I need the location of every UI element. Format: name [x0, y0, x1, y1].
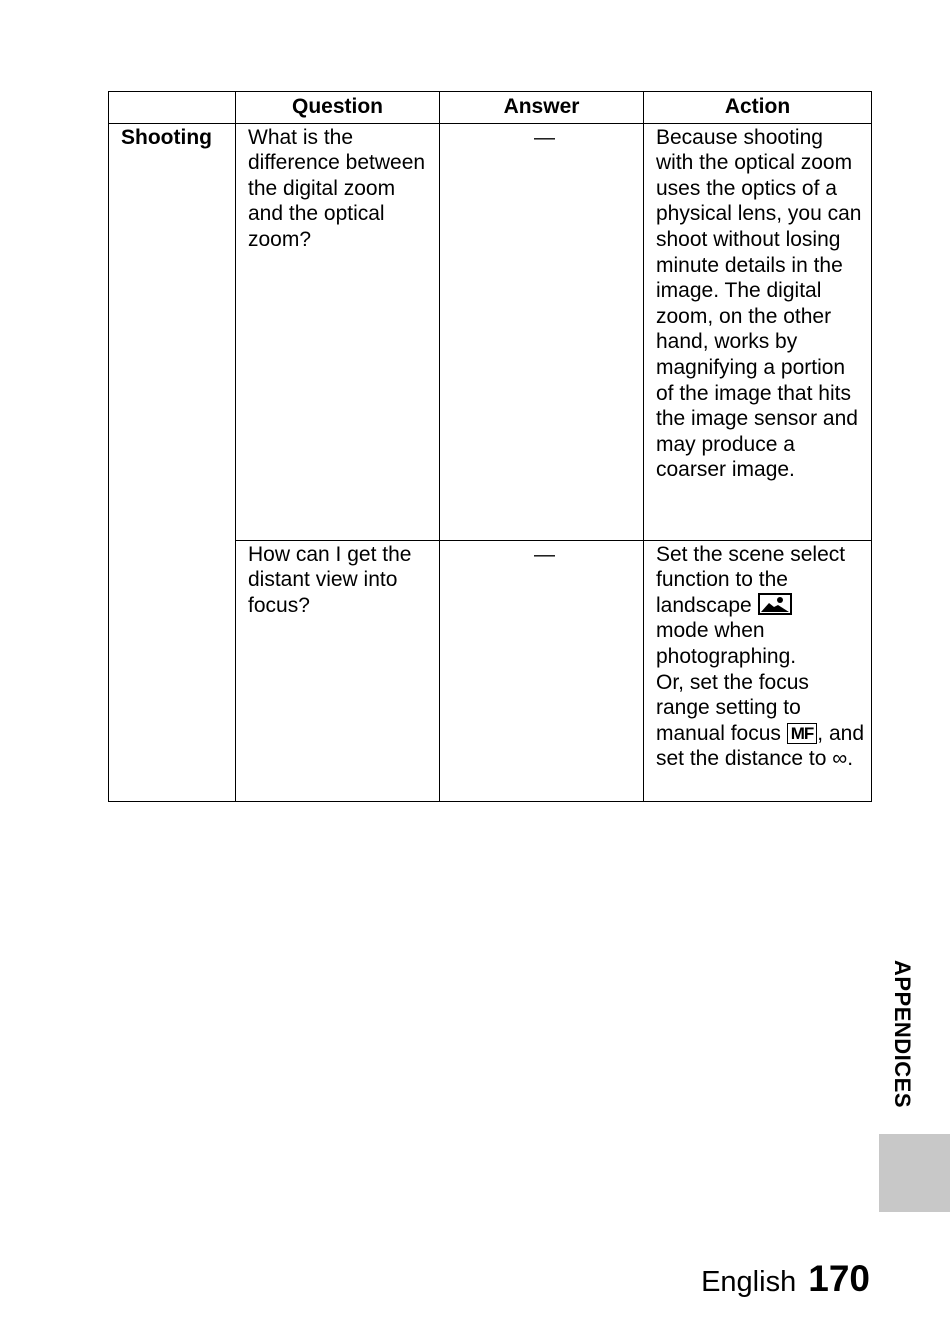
action-text-part: , and set the distance to ∞. — [656, 721, 865, 771]
question-cell: What is the difference between the digital zoom and the optical zoom? — [236, 123, 440, 540]
table-header-row — [109, 92, 872, 124]
answer-cell: — — [440, 123, 644, 540]
table-row — [109, 123, 872, 540]
header-action: Action — [644, 92, 872, 124]
action-text-part: Set the scene select function to the landscape — [656, 542, 846, 617]
action-text-part: mode when photographing. — [656, 619, 797, 668]
action-cell — [644, 540, 872, 801]
category-cell: Shooting — [109, 123, 236, 801]
faq-table — [108, 91, 872, 802]
header-answer: Answer — [440, 92, 644, 124]
page-footer — [701, 1258, 870, 1300]
action-text-part: Or, set the focus range setting to manual focus — [656, 670, 809, 745]
landscape-mode-icon — [758, 593, 792, 615]
action-cell: Because shooting with the optical zoom uses the optics of a physical lens, you can shoot without losing minute details in the image. The digital zoom, on the other hand, works by magnifying a portion of the image that hits the image sensor and may produce a coarser image. — [644, 123, 872, 540]
section-side-label: APPENDICES — [890, 960, 915, 1109]
header-question: Question — [236, 92, 440, 124]
header-blank — [109, 92, 236, 124]
answer-cell: — — [440, 540, 644, 801]
page-number: 170 — [808, 1258, 870, 1299]
footer-language: English — [701, 1266, 797, 1298]
manual-focus-icon: MF — [787, 723, 818, 744]
question-cell: How can I get the distant view into focus? — [236, 540, 440, 801]
section-side-tab — [879, 1134, 950, 1212]
